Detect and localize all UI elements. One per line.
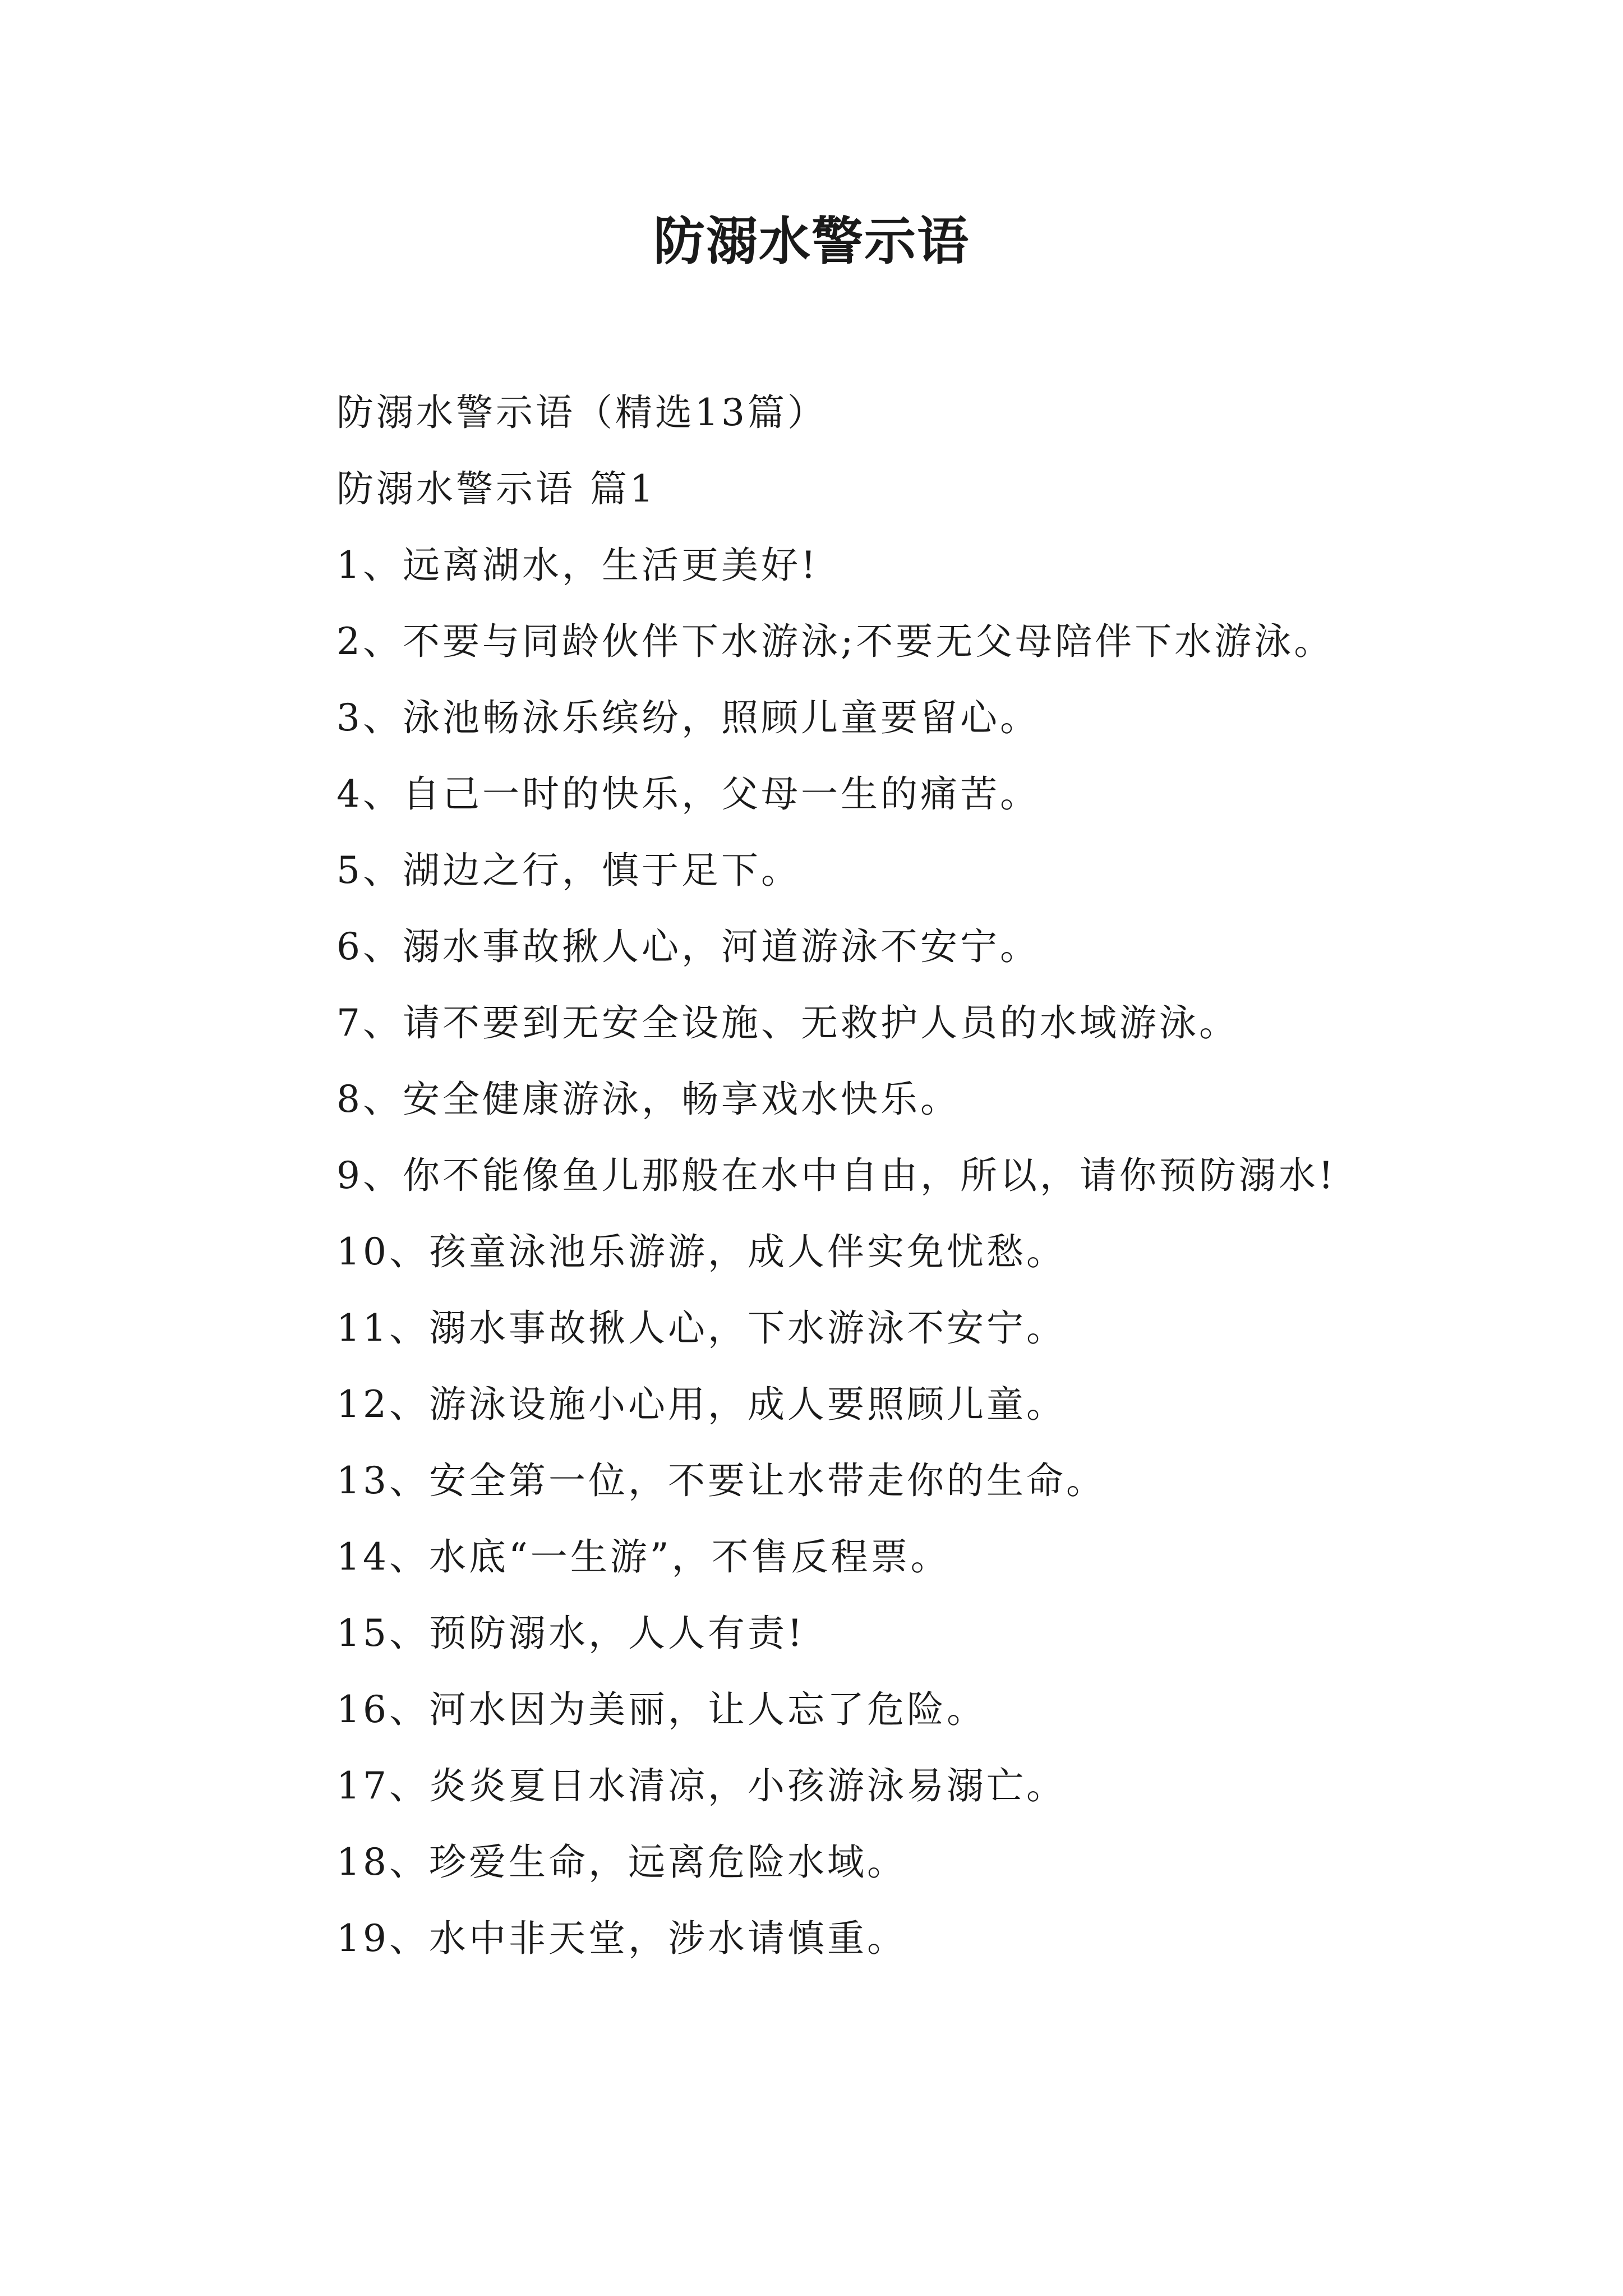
paragraph: 19、水中非天堂，涉水请慎重。: [336, 1917, 907, 1960]
paragraph: 12、游泳设施小心用，成人要照顾儿童。: [336, 1383, 1066, 1426]
paragraph: 4、自己一时的快乐，父母一生的痛苦。: [336, 772, 1040, 816]
paragraph: 9、你不能像鱼儿那般在水中自由，所以，请你预防溺水!: [336, 1154, 1336, 1197]
paragraph: 防溺水警示语（精选13篇）: [336, 391, 827, 434]
paragraph: 3、泳池畅泳乐缤纷，照顾儿童要留心。: [336, 696, 1040, 739]
paragraph: 17、炎炎夏日水清凉，小孩游泳易溺亡。: [336, 1764, 1066, 1807]
paragraph: 14、水底“一生游”，不售反程票。: [336, 1535, 951, 1579]
paragraph: 防溺水警示语 篇1: [336, 467, 656, 510]
paragraph: 7、请不要到无安全设施、无救护人员的水域游泳。: [336, 1001, 1239, 1045]
document-body: [245, 375, 1389, 1977]
paragraph: 5、湖边之行，慎于足下。: [336, 849, 801, 892]
paragraph: 11、溺水事故揪人心，下水游泳不安宁。: [336, 1306, 1066, 1350]
paragraph: 13、安全第一位，不要让水带走你的生命。: [336, 1459, 1106, 1502]
paragraph: 10、孩童泳池乐游游，成人伴实免忧愁。: [336, 1230, 1066, 1273]
document-title: 防溺水警示语: [653, 211, 970, 272]
paragraph: 18、珍爱生命，远离危险水域。: [336, 1841, 907, 1884]
paragraph: 15、预防溺水，人人有责!: [336, 1612, 805, 1655]
paragraph: 8、安全健康游泳，畅享戏水快乐。: [336, 1078, 960, 1121]
paragraph: 16、河水因为美丽，让人忘了危险。: [336, 1688, 986, 1731]
paragraph: 1、远离湖水，生活更美好!: [336, 544, 819, 587]
paragraph: 6、溺水事故揪人心，河道游泳不安宁。: [336, 925, 1040, 968]
paragraph: 2、不要与同龄伙伴下水游泳;不要无父母陪伴下水游泳。: [336, 620, 1334, 663]
